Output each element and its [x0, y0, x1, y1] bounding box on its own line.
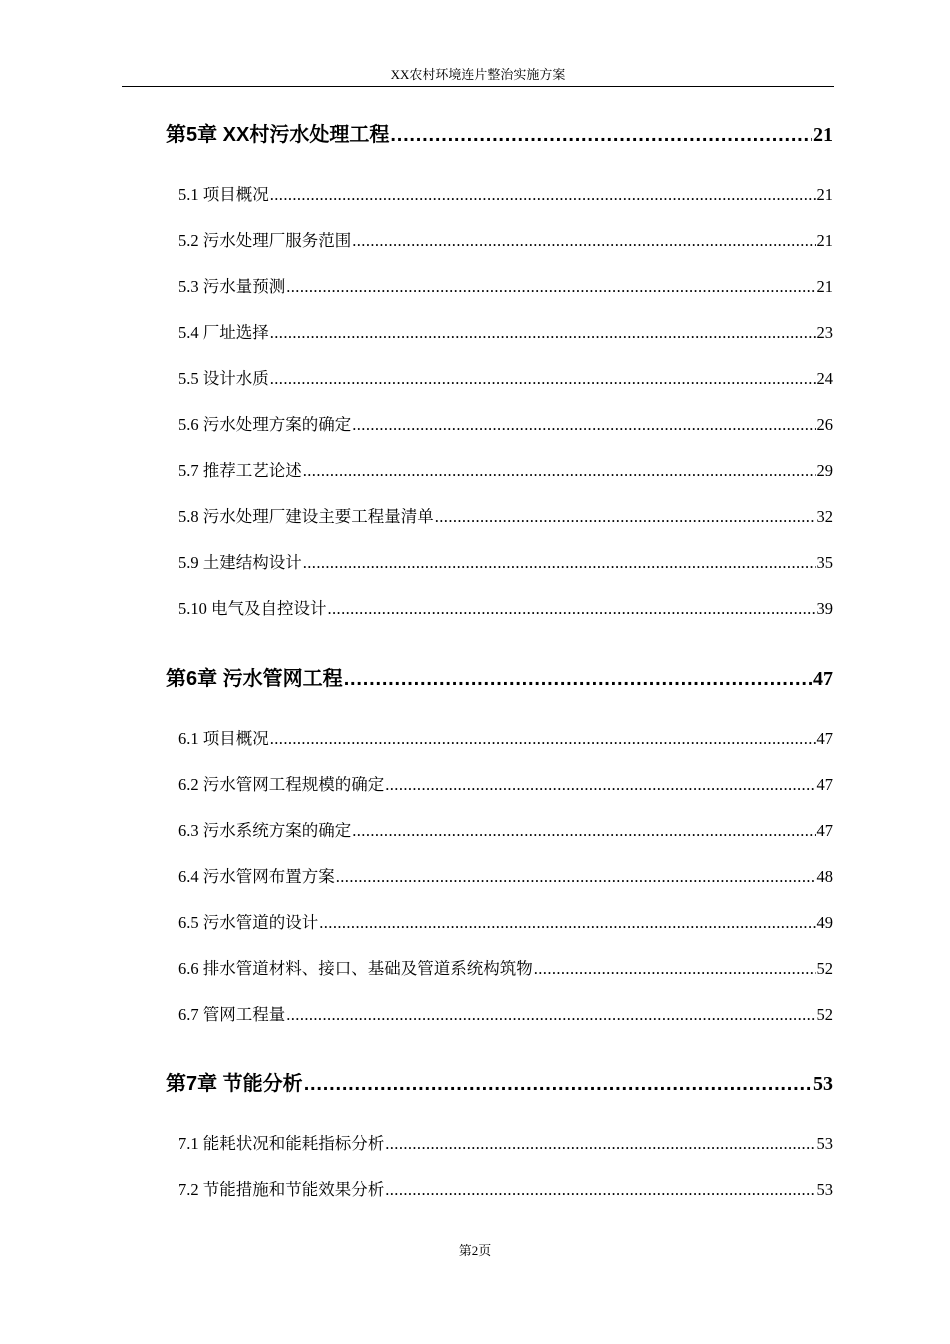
toc-page-number: 47	[813, 668, 833, 690]
toc-page-number: 21	[816, 277, 833, 296]
page-footer: 第2页	[458, 1243, 492, 1258]
dot-leader	[286, 275, 815, 299]
toc-section-6-4[interactable]	[178, 865, 833, 891]
dot-leader	[385, 773, 815, 797]
toc-section-6-2[interactable]	[178, 773, 833, 799]
dot-leader	[270, 727, 816, 751]
toc-entry-label: 6.6 排水管道材料、接口、基础及管道系统构筑物	[178, 959, 533, 978]
toc-chapter-6[interactable]	[166, 666, 833, 692]
toc-entry-label: 6.1 项目概况	[178, 729, 269, 748]
dot-leader	[270, 367, 816, 391]
toc-page-number: 21	[816, 185, 833, 204]
toc-page-number: 48	[816, 867, 833, 886]
toc-page-number: 21	[816, 231, 833, 250]
toc-section-5-4[interactable]	[178, 321, 833, 347]
running-header: XX农村环境连片整治实施方案	[390, 67, 566, 82]
toc-page-number: 39	[816, 599, 833, 618]
dot-leader	[328, 597, 816, 621]
toc-entry-label: 5.9 土建结构设计	[178, 553, 302, 572]
toc-page-number: 23	[816, 323, 833, 342]
toc-section-7-1[interactable]	[178, 1132, 833, 1158]
toc-page-number: 21	[813, 124, 833, 146]
toc-page-number: 53	[816, 1134, 833, 1153]
toc-entry-label: 第6章 污水管网工程	[166, 668, 343, 690]
dot-leader	[286, 1003, 815, 1027]
dot-leader	[385, 1178, 815, 1202]
toc-entry-label: 5.8 污水处理厂建设主要工程量清单	[178, 507, 434, 526]
toc-section-6-3[interactable]	[178, 819, 833, 845]
toc-page-number: 47	[816, 729, 833, 748]
dot-leader	[385, 1132, 815, 1156]
toc-page-number: 53	[816, 1180, 833, 1199]
toc-page-number: 32	[816, 507, 833, 526]
dot-leader	[304, 1071, 812, 1097]
toc-page-number: 47	[816, 821, 833, 840]
dot-leader	[352, 413, 815, 437]
toc-page-number: 49	[816, 913, 833, 932]
toc-section-5-10[interactable]	[178, 597, 833, 623]
dot-leader	[390, 122, 812, 148]
toc-entry-label: 5.2 污水处理厂服务范围	[178, 231, 352, 250]
toc-section-5-1[interactable]	[178, 183, 833, 209]
toc-entry-label: 6.3 污水系统方案的确定	[178, 821, 352, 840]
toc-page-number: 52	[816, 1005, 833, 1024]
toc-entry-label: 第7章 节能分析	[166, 1073, 303, 1095]
toc-section-5-8[interactable]	[178, 505, 833, 531]
dot-leader	[319, 911, 815, 935]
dot-leader	[352, 229, 815, 253]
toc-section-5-2[interactable]	[178, 229, 833, 255]
dot-leader	[303, 551, 816, 575]
dot-leader	[270, 321, 816, 345]
toc-section-6-1[interactable]	[178, 727, 833, 753]
toc-entry-label: 第5章 XX村污水处理工程	[166, 124, 390, 146]
dot-leader	[344, 666, 812, 692]
toc-entry-label: 5.5 设计水质	[178, 369, 269, 388]
toc-page-number: 53	[813, 1073, 833, 1095]
dot-leader	[270, 183, 816, 207]
toc-section-6-5[interactable]	[178, 911, 833, 937]
dot-leader	[336, 865, 816, 889]
toc-chapter-7[interactable]	[166, 1071, 833, 1097]
dot-leader	[435, 505, 816, 529]
toc-section-5-6[interactable]	[178, 413, 833, 439]
toc-entry-label: 5.7 推荐工艺论述	[178, 461, 302, 480]
dot-leader	[303, 459, 816, 483]
toc-entry-label: 5.3 污水量预测	[178, 277, 286, 296]
toc-entry-label: 5.4 厂址选择	[178, 323, 269, 342]
toc-entry-label: 5.1 项目概况	[178, 185, 269, 204]
toc-entry-label: 6.7 管网工程量	[178, 1005, 286, 1024]
toc-section-5-9[interactable]	[178, 551, 833, 577]
toc-section-5-5[interactable]	[178, 367, 833, 393]
dot-leader	[352, 819, 815, 843]
toc-chapter-5[interactable]	[166, 122, 833, 148]
toc-entry-label: 6.4 污水管网布置方案	[178, 867, 335, 886]
toc-section-6-7[interactable]	[178, 1003, 833, 1029]
toc-page-number: 26	[816, 415, 833, 434]
toc-entry-label: 6.5 污水管道的设计	[178, 913, 319, 932]
toc-entry-label: 7.2 节能措施和节能效果分析	[178, 1180, 385, 1199]
toc-entry-label: 5.6 污水处理方案的确定	[178, 415, 352, 434]
toc-page-number: 29	[816, 461, 833, 480]
toc-page-number: 47	[816, 775, 833, 794]
toc-page-number: 24	[816, 369, 833, 388]
toc-page-number: 35	[816, 553, 833, 572]
toc-section-5-7[interactable]	[178, 459, 833, 485]
toc-section-5-3[interactable]	[178, 275, 833, 301]
toc-page-number: 52	[816, 959, 833, 978]
toc-entry-label: 6.2 污水管网工程规模的确定	[178, 775, 385, 794]
toc-entry-label: 5.10 电气及自控设计	[178, 599, 327, 618]
toc-entry-label: 7.1 能耗状况和能耗指标分析	[178, 1134, 385, 1153]
toc-section-6-6[interactable]	[178, 957, 833, 983]
toc-section-7-2[interactable]	[178, 1178, 833, 1204]
dot-leader	[534, 957, 816, 981]
